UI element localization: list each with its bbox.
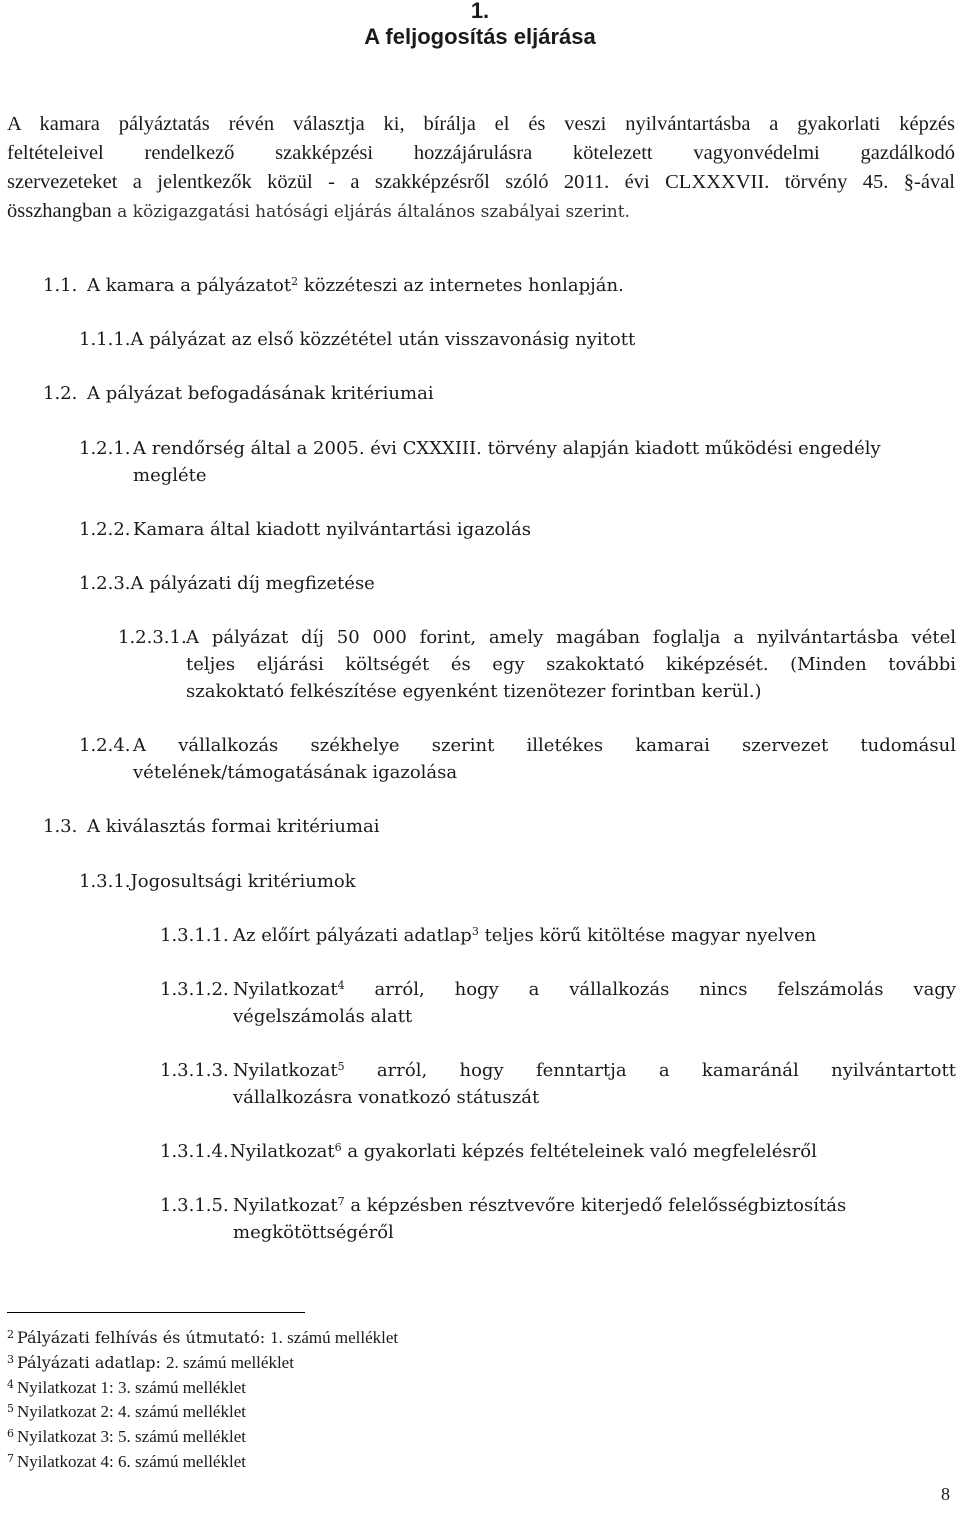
item-line [160,976,956,1003]
footnote-text: 6. számú melléklet [118,1452,246,1471]
intro-line [7,197,955,227]
item-text: Az előírt pályázati adatlap [233,925,472,946]
footnote-text: Nyilatkozat 4: [17,1452,119,1471]
footnote [7,1447,246,1474]
footnote [7,1422,246,1449]
item-text: A rendőrség által a 2005. évi CXXXIII. törvény alapján kiadott működési engedély [133,438,881,459]
footnote-number: 2 [7,1328,14,1341]
item-text: vételének/támogatásának igazolása [133,762,458,783]
footnote-text: 3. számú melléklet [118,1378,246,1397]
list-item [160,1138,817,1165]
item-number: 1.1.1. [79,329,131,350]
footnote-ref: 7 [337,1195,345,1208]
footnote-number: 3 [7,1353,14,1366]
list-item [79,570,375,597]
footnote-text: 1. számú melléklet [270,1328,399,1347]
list-item [79,516,531,543]
list-item [160,1057,956,1111]
footnote-text: Pályázati adatlap: [17,1353,167,1372]
footnote-text: 2. számú melléklet [166,1353,294,1372]
item-text: közzéteszi az internetes honlapján. [298,275,624,296]
list-item [79,868,356,895]
item-number: 1.3.1.2. [160,979,229,1000]
footnote-ref: 3 [471,925,479,938]
footnote [7,1397,246,1424]
item-text: szakoktató felkészítése egyenként tizenötezer forintban kerül.) [186,681,762,702]
item-text: Jogosultsági kritériumok [130,871,356,892]
intro-text: a közigazgatási hatósági eljárás általános szabályai szerint. [111,202,630,222]
item-number: 1.1. [43,275,78,296]
list-item [79,435,956,489]
item-text: teljes eljárási költségét és egy szakoktató kiképzését. (Minden további [186,654,956,675]
footnote-text: 5. számú melléklet [118,1427,246,1446]
footnote-ref: 6 [334,1141,342,1154]
chapter-title: A feljogosítás eljárása [364,24,596,49]
item-text: a gyakorlati képzés feltételeinek való megfelelésről [341,1141,817,1162]
list-item [79,326,635,353]
intro-paragraph [7,110,955,227]
item-number: 1.2.1. [79,438,131,459]
item-text: A pályázati díj megfizetése [130,573,375,594]
footnote-number: 7 [7,1452,14,1465]
item-number: 1.3.1. [79,871,131,892]
list-item [43,272,624,299]
list-item [160,922,816,949]
item-text: Nyilatkozat [233,979,338,1000]
item-text: megléte [133,465,207,486]
item-text: A kamara a pályázatot [87,275,292,296]
item-number: 1.2.3.1. [118,627,187,648]
footnote [7,1323,398,1350]
list-item [160,1192,846,1246]
intro-text: összhangban [7,200,112,222]
footnote-text: Nyilatkozat 1: [17,1378,119,1397]
item-number: 1.3.1.4. [160,1141,229,1162]
item-number: 1.2. [43,383,78,404]
item-text: a képzésben résztvevőre kiterjedő felelősségbiztosítás [344,1195,847,1216]
footnote-text: Nyilatkozat 3: [17,1427,119,1446]
chapter-number: 1. [470,0,490,23]
item-text: megkötöttségéről [233,1222,394,1243]
footnote-ref: 4 [337,979,345,992]
footnote [7,1373,246,1400]
item-text: teljes körű kitöltése magyar nyelven [478,925,817,946]
footnote-text: Pályázati felhívás és útmutató: [17,1328,271,1347]
page-number: 8 [941,1484,950,1504]
footnote-text: Nyilatkozat 2: 4. számú melléklet [17,1402,246,1421]
list-item [79,732,956,786]
intro-line: feltételeivel rendelkező szakképzési hozzájárulásra kötelezett vagyonvédelmi gazdálkodó [7,142,955,164]
footnote-ref: 5 [337,1060,345,1073]
footnote-number: 6 [7,1427,14,1440]
item-number: 1.2.3. [79,573,131,594]
item-line [118,624,956,651]
item-line [79,435,956,462]
item-number: 1.3.1.3. [160,1060,229,1081]
item-text: Nyilatkozat [233,1060,338,1081]
item-number: 1.3. [43,816,78,837]
item-text: A kiválasztás formai kritériumai [87,816,380,837]
item-text: végelszámolás alatt [233,1006,413,1027]
intro-line: szervezeteket a jelentkezők közül - a szakképzésről szóló 2011. évi CLXXXVII. törvény 45. §-ával [7,171,955,193]
item-line [160,1192,846,1219]
item-text: vállalkozásra vonatkozó státuszát [233,1087,540,1108]
footnote-number: 5 [7,1402,14,1415]
item-number: 1.2.2. [79,519,131,540]
footnote [7,1348,294,1375]
list-item [160,976,956,1030]
item-line [160,1057,956,1084]
item-number: 1.3.1.1. [160,925,229,946]
list-item [118,624,956,705]
item-line [79,732,956,759]
item-text: A pályázat befogadásának kritériumai [87,383,434,404]
item-text: A vállalkozás székhelye szerint illetékes kamarai szervezet tudomásul [133,735,956,756]
item-number: 1.2.4. [79,735,131,756]
item-text: A pályázat az első közzététel után visszavonásig nyitott [130,329,636,350]
intro-line: A kamara pályáztatás révén választja ki, bírálja el és veszi nyilvántartásba a gyakorlati képzés [7,113,955,135]
list-item [43,380,434,407]
list-item [43,813,379,840]
item-text: A pályázat díj 50 000 forint, amely magában foglalja a nyilvántartásba vétel [186,627,956,648]
item-text: Kamara által kiadott nyilvántartási igazolás [133,519,531,540]
footnote-separator [7,1312,305,1313]
footnote-number: 4 [7,1378,14,1391]
item-text: arról, hogy fenntartja a kamaránál nyilvántartott [344,1060,956,1081]
footnote-ref: 2 [291,275,299,288]
item-number: 1.3.1.5. [160,1195,229,1216]
item-text: Nyilatkozat [233,1195,338,1216]
item-text: Nyilatkozat [230,1141,335,1162]
item-text: arról, hogy a vállalkozás nincs felszámolás vagy [344,979,956,1000]
